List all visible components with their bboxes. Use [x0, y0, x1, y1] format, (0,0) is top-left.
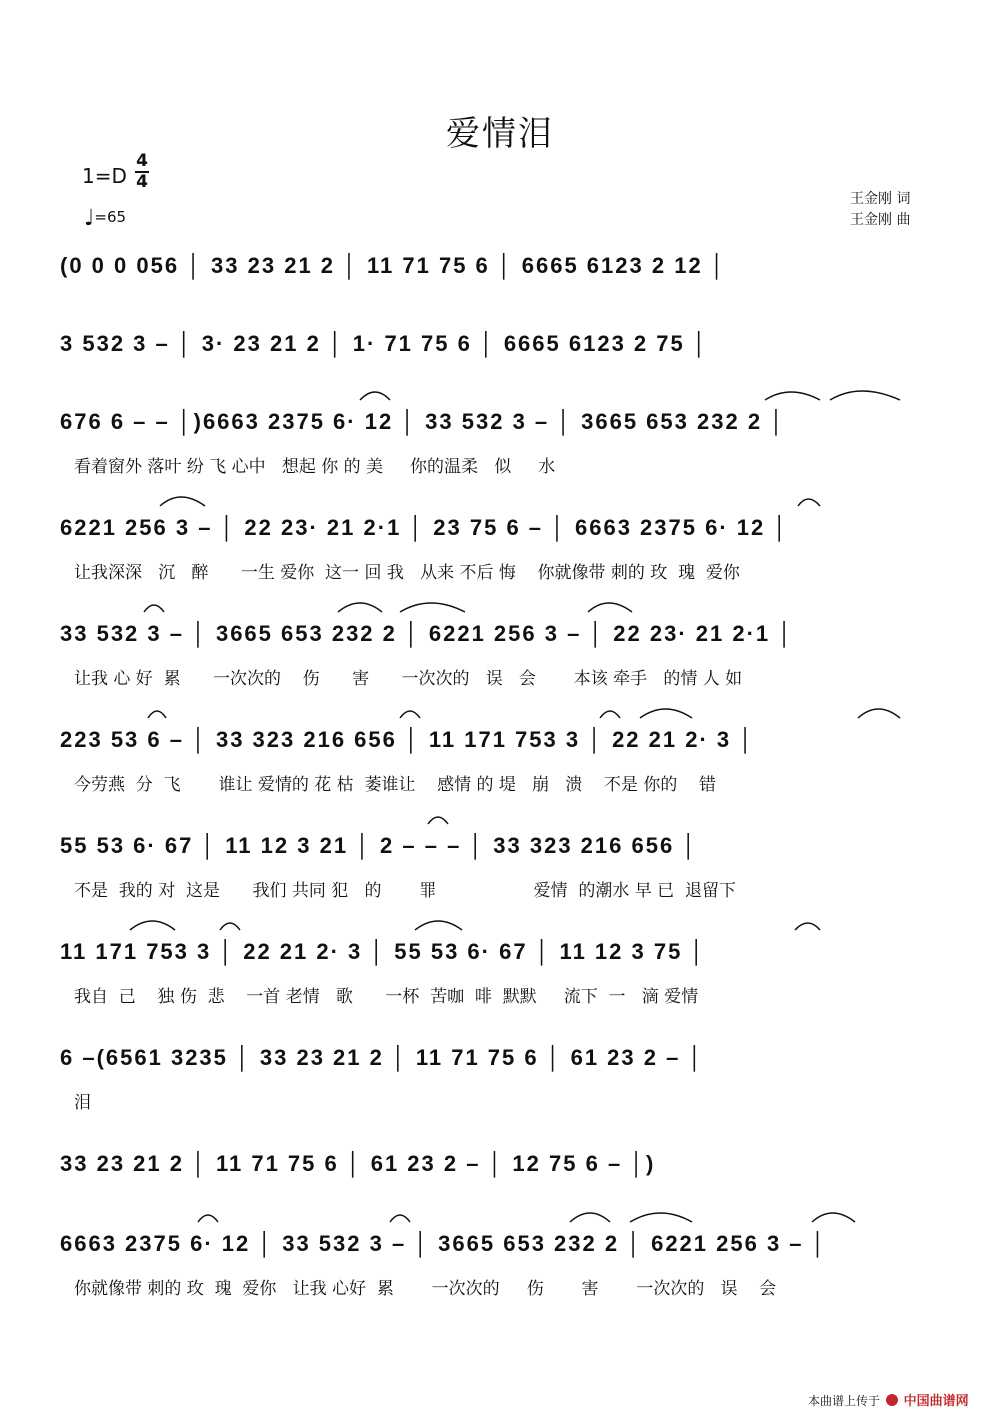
composer-credit: 王金刚 曲 — [850, 212, 911, 228]
lyrics-line: 今劳燕 分 飞 谁让 爱情的 花 枯 萎谁让 感情 的 堤 崩 溃 不是 你的 错 — [74, 775, 716, 794]
lyrics-line: 让我 心 好 累 一次次的 伤 害 一次次的 误 会 本该 牵手 的情 人 如 — [74, 669, 743, 688]
slur-layer — [60, 912, 940, 932]
slur-marks — [60, 594, 940, 616]
beam-layer — [60, 966, 940, 974]
slur-arc — [812, 1213, 855, 1222]
time-signature — [132, 152, 152, 192]
lyrics-line: 不是 我的 对 这是 我们 共同 犯 的 罪 爱情 的潮水 早 已 退留下 — [74, 881, 736, 900]
beam-layer — [60, 542, 940, 550]
lyricist-credit: 王金刚 词 — [850, 191, 911, 207]
site-logo-icon — [886, 1394, 898, 1406]
site-name: 中国曲谱网 — [903, 1394, 969, 1409]
slur-layer — [60, 700, 940, 720]
slur-arc — [798, 499, 820, 506]
slur-arc — [795, 923, 820, 930]
slur-arc — [220, 923, 240, 930]
slur-arc — [338, 603, 382, 612]
beam-layer — [60, 1258, 940, 1266]
slur-layer — [60, 488, 940, 508]
slur-arc — [360, 392, 390, 400]
slur-arc — [160, 497, 205, 506]
beam-layer — [60, 860, 940, 868]
lyrics-line: 泪 — [74, 1093, 91, 1112]
slur-layer — [60, 806, 940, 826]
beam-layer — [60, 280, 940, 288]
slur-arc — [630, 1213, 692, 1222]
slur-arc — [570, 1213, 610, 1222]
song-title: 爱情泪 — [446, 114, 554, 154]
beam-layer — [60, 436, 940, 444]
upload-note: 本曲谱上传于 — [808, 1394, 881, 1408]
notation-line: 33 23 21 2 │ 11 71 75 6 │ 61 23 2 – │ 12 75 6 – │) — [60, 1151, 656, 1176]
slur-marks — [60, 912, 940, 934]
slur-layer — [60, 226, 940, 246]
beam-layer — [60, 358, 940, 366]
slur-arc — [428, 817, 448, 824]
score-row — [0, 1226, 1000, 1336]
slur-arc — [588, 603, 632, 612]
notation-line: 6 –(6561 3235 │ 33 23 21 2 │ 11 71 75 6 │ 61 23 2 – │ — [60, 1045, 705, 1070]
slur-layer — [60, 1018, 940, 1038]
tempo-value: =65 — [94, 208, 127, 226]
beam-layer — [60, 754, 940, 762]
slur-arc — [640, 709, 692, 718]
notation-line: (0 0 0 056 │ 33 23 21 2 │ 11 71 75 6 │ 6665 6123 2 12 │ — [60, 253, 727, 278]
lyrics-line: 让我深深 沉 醉 一生 爱你 这一 回 我 从来 不后 悔 你就像带 刺的 玫 瑰 爱你 — [74, 563, 740, 582]
notation-line: 3 532 3 – │ 3· 23 21 2 │ 1· 71 75 6 │ 6665 6123 2 75 │ — [60, 331, 709, 356]
slur-arc — [858, 709, 900, 718]
slur-arc — [144, 605, 164, 612]
slur-marks — [60, 488, 940, 510]
slur-layer — [60, 1204, 940, 1224]
beam-layer — [60, 648, 940, 656]
notation-line: 676 6 – – │)6663 2375 6· 12 │ 33 532 3 – │ 3665 653 232 2 │ — [60, 409, 786, 434]
slur-layer — [60, 304, 940, 324]
slur-marks — [60, 806, 940, 828]
slur-layer — [60, 382, 940, 402]
slur-arc — [400, 711, 420, 718]
slur-layer — [60, 1124, 940, 1144]
notation-line: 33 532 3 – │ 3665 653 232 2 │ 6221 256 3 – │ 22 23· 21 2·1 │ — [60, 621, 795, 646]
beam-layer — [60, 1178, 940, 1186]
beam-layer — [60, 1072, 940, 1080]
slur-marks — [60, 382, 940, 404]
lyrics-line: 你就像带 刺的 玫 瑰 爱你 让我 心好 累 一次次的 伤 害 一次次的 误 会 — [74, 1279, 777, 1298]
slur-arc — [198, 1215, 218, 1222]
notation-line: 6221 256 3 – │ 22 23· 21 2·1 │ 23 75 6 – │ 6663 2375 6· 12 │ — [60, 515, 790, 540]
slur-arc — [130, 921, 175, 930]
notation-line: 55 53 6· 67 │ 11 12 3 21 │ 2 – – – │ 33 323 216 656 │ — [60, 833, 699, 858]
slur-arc — [400, 603, 465, 612]
slur-marks — [60, 700, 940, 722]
time-signature-top: 4 — [136, 151, 148, 171]
key-signature: 1=D — [82, 164, 127, 188]
slur-layer — [60, 594, 940, 614]
slur-arc — [390, 1215, 410, 1222]
quarter-note-icon: ♩ — [84, 206, 95, 231]
notation-line: 6663 2375 6· 12 │ 33 532 3 – │ 3665 653 232 2 │ 6221 256 3 – │ — [60, 1231, 828, 1256]
upload-footer — [808, 1390, 969, 1409]
time-signature-bottom: 4 — [136, 172, 148, 192]
slur-arc — [148, 711, 166, 718]
slur-arc — [830, 391, 900, 400]
slur-arc — [600, 711, 620, 718]
notation-line: 11 171 753 3 │ 22 21 2· 3 │ 55 53 6· 67 │ 11 12 3 75 │ — [60, 939, 707, 964]
notation-line: 223 53 6 – │ 33 323 216 656 │ 11 171 753 3 │ 22 21 2· 3 │ — [60, 727, 756, 752]
slur-arc — [765, 392, 820, 400]
slur-arc — [415, 921, 462, 930]
slur-marks — [60, 1204, 940, 1226]
lyrics-line: 我自 己 独 伤 悲 一首 老情 歌 一杯 苦咖 啡 默默 流下 一 滴 爱情 — [74, 987, 699, 1006]
lyrics-line: 看着窗外 落叶 纷 飞 心中 想起 你 的 美 你的温柔 似 水 — [74, 457, 556, 476]
